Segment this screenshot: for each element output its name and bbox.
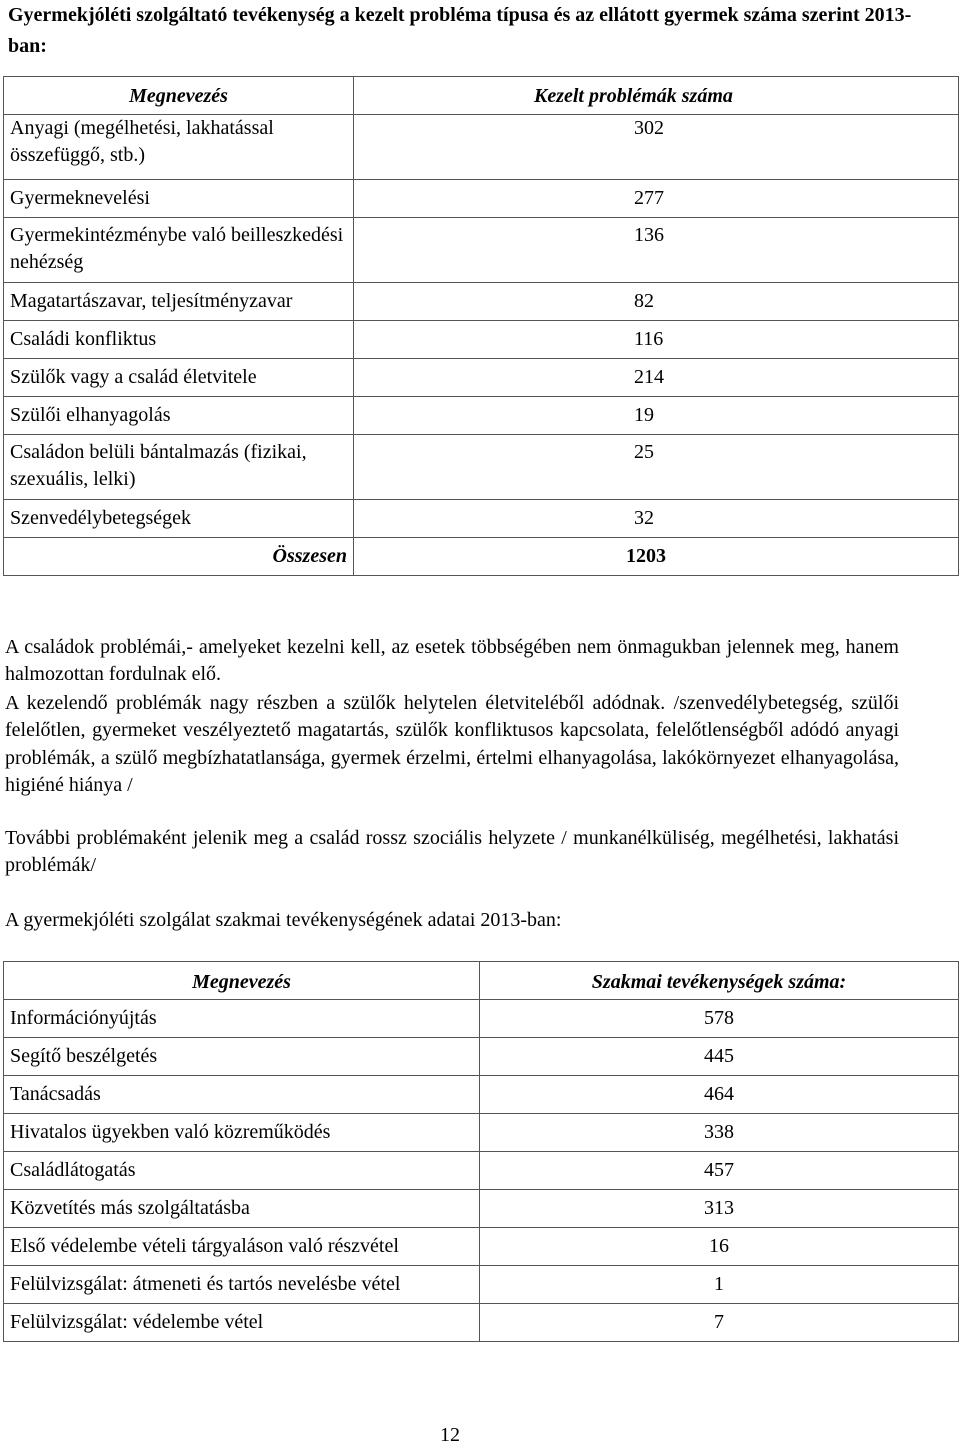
table-row: [4, 1266, 959, 1304]
row-value: 116: [354, 321, 959, 359]
paragraph-parent-lifestyle: A kezelendő problémák nagy részben a szülők helytelen életviteléből adódnak. /szenvedélybetegség, szülői felelőtlen, gyermeket veszélyeztető magatartás, szülők konfliktusos kapcsolata, felelőtlenségből adódó anyagi problémák, a szülő megbízhatatlansága, gyermek érzelmi, értelmi elhanyagolása, lakókörnyezet elhanyagolása, higiéné hiánya /: [5, 692, 899, 796]
row-label: Közvetítés más szolgáltatásba: [4, 1190, 480, 1228]
row-label: Anyagi (megélhetési, lakhatással összefüggő, stb.): [4, 115, 354, 180]
table-row: [4, 1228, 959, 1266]
row-value: 457: [480, 1152, 959, 1190]
section-title-activities: A gyermekjóléti szolgálat szakmai tevékenységének adatai 2013-ban:: [5, 909, 562, 931]
table-row: [4, 359, 959, 397]
table-row: [4, 1038, 959, 1076]
table-row: [4, 283, 959, 321]
row-label: Családon belüli bántalmazás (fizikai, szexuális, lelki): [4, 435, 354, 500]
col-header-count: Szakmai tevékenységek száma:: [480, 962, 959, 1000]
row-label: Gyermekintézménybe való beilleszkedési nehézség: [4, 218, 354, 283]
paragraph-social-situation: További problémaként jelenik meg a család rossz szociális helyzete / munkanélküliség, megélhetési, lakhatási problémák/: [5, 827, 899, 877]
table-row: [4, 1304, 959, 1342]
table-row: [4, 1000, 959, 1038]
row-value: 7: [480, 1304, 959, 1342]
row-value: 338: [480, 1114, 959, 1152]
table-row: [4, 1114, 959, 1152]
row-label: Tanácsadás: [4, 1076, 480, 1114]
row-value: 82: [354, 283, 959, 321]
col-header-name: Megnevezés: [4, 77, 354, 115]
total-label: Összesen: [4, 538, 354, 576]
row-label: Szülők vagy a család életvitele: [4, 359, 354, 397]
total-value: 1203: [354, 538, 959, 576]
row-value: 16: [480, 1228, 959, 1266]
row-value: 464: [480, 1076, 959, 1114]
row-value: 277: [354, 180, 959, 218]
row-label: Hivatalos ügyekben való közreműködés: [4, 1114, 480, 1152]
row-value: 19: [354, 397, 959, 435]
row-value: 578: [480, 1000, 959, 1038]
row-value: 32: [354, 500, 959, 538]
table-row: [4, 218, 959, 283]
table-row: [4, 435, 959, 500]
row-value: 214: [354, 359, 959, 397]
table-row: [4, 397, 959, 435]
table-row: [4, 1152, 959, 1190]
table-row: [4, 1190, 959, 1228]
row-label: Gyermeknevelési: [4, 180, 354, 218]
row-label: Felülvizsgálat: átmeneti és tartós nevelésbe vétel: [4, 1266, 480, 1304]
row-value: 136: [354, 218, 959, 283]
table-total-row: [4, 538, 959, 576]
problem-types-table: [3, 76, 959, 576]
col-header-name: Megnevezés: [4, 962, 480, 1000]
table-header-row: [4, 962, 959, 1000]
row-value: 1: [480, 1266, 959, 1304]
row-value: 445: [480, 1038, 959, 1076]
row-label: Szenvedélybetegségek: [4, 500, 354, 538]
table-row: [4, 180, 959, 218]
row-label: Felülvizsgálat: védelembe vétel: [4, 1304, 480, 1342]
row-label: Családlátogatás: [4, 1152, 480, 1190]
row-value: 313: [480, 1190, 959, 1228]
row-value: 25: [354, 435, 959, 500]
row-label: Családi konfliktus: [4, 321, 354, 359]
table-header-row: [4, 77, 959, 115]
row-label: Magatartászavar, teljesítményzavar: [4, 283, 354, 321]
row-value: 302: [354, 115, 959, 180]
paragraph-multiple-problems: A családok problémái,- amelyeket kezelni kell, az esetek többségében nem önmagukban jelennek meg, hanem halmozottan fordulnak elő.: [5, 636, 899, 686]
table-row: [4, 321, 959, 359]
row-label: Első védelembe vételi tárgyaláson való részvétel: [4, 1228, 480, 1266]
page-number: 12: [440, 1424, 460, 1446]
row-label: Információnyújtás: [4, 1000, 480, 1038]
table-row: [4, 1076, 959, 1114]
table-row: [4, 115, 959, 180]
document-heading: Gyermekjóléti szolgáltató tevékenység a kezelt probléma típusa és az ellátott gyermek száma szerint 2013-ban:: [8, 4, 912, 57]
row-label: Segítő beszélgetés: [4, 1038, 480, 1076]
activities-table: [3, 961, 959, 1342]
table-row: [4, 500, 959, 538]
col-header-count: Kezelt problémák száma: [354, 77, 959, 115]
row-label: Szülői elhanyagolás: [4, 397, 354, 435]
